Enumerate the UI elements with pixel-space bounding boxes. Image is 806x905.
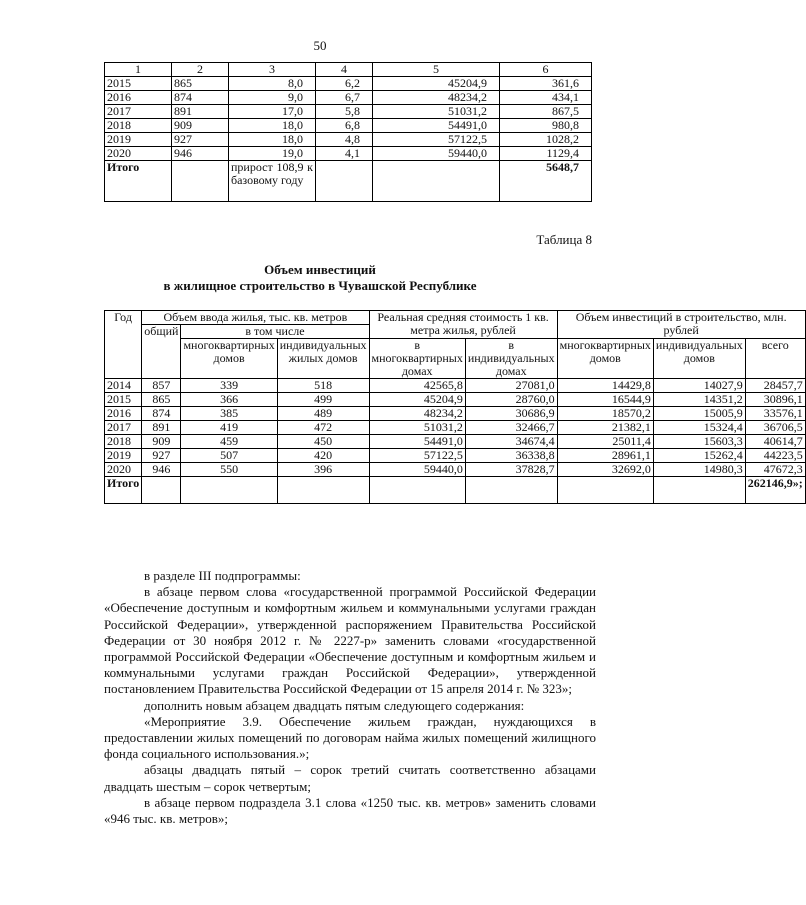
cell: 14429,8 xyxy=(557,379,653,393)
cell: 28457,7 xyxy=(745,379,805,393)
paragraph: в разделе III подпрограммы: xyxy=(144,568,301,583)
table-header-row xyxy=(105,311,806,325)
cell: 19,0 xyxy=(229,147,316,161)
year-cell: 2018 xyxy=(105,435,142,449)
total-label: Итого xyxy=(105,161,172,202)
cell: 54491,0 xyxy=(369,435,465,449)
cell: 21382,1 xyxy=(557,421,653,435)
header-cell: 5 xyxy=(373,63,500,77)
cell xyxy=(181,477,277,504)
cell: 45204,9 xyxy=(373,77,500,91)
cell: 16544,9 xyxy=(557,393,653,407)
header-cost-multi: в многоквартирных домах xyxy=(369,339,465,379)
cell: 34674,4 xyxy=(465,435,557,449)
cell: 396 xyxy=(277,463,369,477)
year-cell: 2018 xyxy=(105,119,172,133)
cell: 518 xyxy=(277,379,369,393)
cell: 909 xyxy=(142,435,181,449)
header-indiv: индивидуальных жилых домов xyxy=(277,339,369,379)
cell: 59440,0 xyxy=(373,147,500,161)
header-multi: многоквартирных домов xyxy=(181,339,277,379)
table-row xyxy=(105,379,806,393)
table-row xyxy=(105,393,806,407)
paragraph: абзацы двадцать пятый – сорок третий считать соответственно абзацами двадцать шестым – сорок четвертым; xyxy=(104,762,596,794)
cell: 420 xyxy=(277,449,369,463)
cell: 17,0 xyxy=(229,105,316,119)
table-row xyxy=(105,105,592,119)
cell: 14351,2 xyxy=(653,393,745,407)
table-header-row xyxy=(105,63,592,77)
cell: 459 xyxy=(181,435,277,449)
header-cost: Реальная средняя стоимость 1 кв. метра жилья, рублей xyxy=(369,311,557,339)
header-cell: 4 xyxy=(316,63,373,77)
year-cell: 2019 xyxy=(105,133,172,147)
cell: 51031,2 xyxy=(369,421,465,435)
paragraph: «Мероприятие 3.9. Обеспечение жильем граждан, нуждающихся в предоставлении жилых помещений по договорам найма жилых помещений жилищного фонда социального использования.»; xyxy=(104,713,596,762)
continued-table xyxy=(104,62,592,202)
cell: 980,8 xyxy=(500,119,592,133)
cell: 867,5 xyxy=(500,105,592,119)
cell: 36706,5 xyxy=(745,421,805,435)
cell: 14027,9 xyxy=(653,379,745,393)
header-inv-indiv: индивидуальных домов xyxy=(653,339,745,379)
cell: 874 xyxy=(172,91,229,105)
header-total: общий xyxy=(142,325,181,379)
cell: 865 xyxy=(172,77,229,91)
header-inv-all: всего xyxy=(745,339,805,379)
cell: 33576,1 xyxy=(745,407,805,421)
cell: 6,2 xyxy=(316,77,373,91)
header-cost-indiv: в индивидуальных домах xyxy=(465,339,557,379)
table-row xyxy=(105,77,592,91)
cell: 59440,0 xyxy=(369,463,465,477)
year-cell: 2019 xyxy=(105,449,142,463)
cell: 891 xyxy=(142,421,181,435)
cell: 25011,4 xyxy=(557,435,653,449)
cell: 927 xyxy=(172,133,229,147)
year-cell: 2014 xyxy=(105,379,142,393)
cell: 1129,4 xyxy=(500,147,592,161)
table-title-line: в жилищное строительство в Чувашской Республике xyxy=(163,278,477,293)
table-label: Таблица 8 xyxy=(536,232,592,247)
cell: 15324,4 xyxy=(653,421,745,435)
header-investment: Объем инвестиций в строительство, млн. рублей xyxy=(557,311,805,339)
cell: 42565,8 xyxy=(369,379,465,393)
cell: 9,0 xyxy=(229,91,316,105)
header-including: в том числе xyxy=(181,325,369,339)
cell: 30896,1 xyxy=(745,393,805,407)
cell xyxy=(277,477,369,504)
cell xyxy=(369,477,465,504)
table-row xyxy=(105,421,806,435)
header-year: Год xyxy=(105,311,142,379)
cell: 385 xyxy=(181,407,277,421)
cell: 8,0 xyxy=(229,77,316,91)
table-row xyxy=(105,133,592,147)
cell: 434,1 xyxy=(500,91,592,105)
cell: 57122,5 xyxy=(373,133,500,147)
cell: 18,0 xyxy=(229,133,316,147)
cell: 4,1 xyxy=(316,147,373,161)
total-value: 5648,7 xyxy=(500,161,592,202)
cell xyxy=(316,161,373,202)
cell: 5,8 xyxy=(316,105,373,119)
cell: 366 xyxy=(181,393,277,407)
year-cell: 2020 xyxy=(105,147,172,161)
table-row xyxy=(105,407,806,421)
cell: 891 xyxy=(172,105,229,119)
header-cell: 2 xyxy=(172,63,229,77)
cell: 27081,0 xyxy=(465,379,557,393)
table-title xyxy=(0,262,640,294)
cell: 1028,2 xyxy=(500,133,592,147)
paragraph: в абзаце первом слова «государственной программой Российской Федерации «Обеспечение доступным и комфортным жильем и коммунальными услугами граждан Российской Федерации», утвержденной распоряжением Правительства Российской Федерации от 30 ноября 2012 г. № 2227-р» заменить словами «государственной программой Российской Федерации «Обеспечение доступным и комфортным жильем и коммунальными услугами граждан Российской Федерации», утвержденной постановлением Правительства Российской Федерации от 15 апреля 2014 г. № 323»; xyxy=(104,584,596,697)
cell: 946 xyxy=(142,463,181,477)
table-header-row xyxy=(105,339,806,379)
year-cell: 2015 xyxy=(105,393,142,407)
table-row xyxy=(105,463,806,477)
cell xyxy=(557,477,653,504)
paragraph: дополнить новым абзацем двадцать пятым следующего содержания: xyxy=(144,697,525,713)
year-cell: 2015 xyxy=(105,77,172,91)
cell: 47672,3 xyxy=(745,463,805,477)
cell: 37828,7 xyxy=(465,463,557,477)
cell: 14980,3 xyxy=(653,463,745,477)
paragraph: в абзаце первом подраздела 3.1 слова «1250 тыс. кв. метров» заменить словами «946 тыс. кв. метров»; xyxy=(104,794,596,827)
table-row xyxy=(105,119,592,133)
table-row xyxy=(105,449,806,463)
cell: 28961,1 xyxy=(557,449,653,463)
total-row xyxy=(105,477,806,504)
year-cell: 2016 xyxy=(105,91,172,105)
cell xyxy=(653,477,745,504)
header-cell: 6 xyxy=(500,63,592,77)
cell: 946 xyxy=(172,147,229,161)
cell: 45204,9 xyxy=(369,393,465,407)
cell: 472 xyxy=(277,421,369,435)
cell: 361,6 xyxy=(500,77,592,91)
cell: 36338,8 xyxy=(465,449,557,463)
cell: 857 xyxy=(142,379,181,393)
cell: 57122,5 xyxy=(369,449,465,463)
header-volume: Объем ввода жилья, тыс. кв. метров xyxy=(142,311,369,325)
cell: 419 xyxy=(181,421,277,435)
total-note: прирост 108,9 к базовому году xyxy=(229,161,316,202)
cell: 499 xyxy=(277,393,369,407)
cell xyxy=(142,477,181,504)
table-row xyxy=(105,91,592,105)
cell: 48234,2 xyxy=(373,91,500,105)
cell: 6,7 xyxy=(316,91,373,105)
cell: 927 xyxy=(142,449,181,463)
cell: 489 xyxy=(277,407,369,421)
page-number: 50 xyxy=(313,38,327,53)
cell xyxy=(172,161,229,202)
cell: 18570,2 xyxy=(557,407,653,421)
cell: 51031,2 xyxy=(373,105,500,119)
cell: 550 xyxy=(181,463,277,477)
cell: 54491,0 xyxy=(373,119,500,133)
cell: 30686,9 xyxy=(465,407,557,421)
cell: 44223,5 xyxy=(745,449,805,463)
table-row xyxy=(105,435,806,449)
total-row xyxy=(105,161,592,202)
cell: 18,0 xyxy=(229,119,316,133)
total-label: Итого xyxy=(105,477,142,504)
cell: 450 xyxy=(277,435,369,449)
year-cell: 2017 xyxy=(105,105,172,119)
header-cell: 1 xyxy=(105,63,172,77)
total-value: 262146,9»; xyxy=(745,477,805,504)
cell: 6,8 xyxy=(316,119,373,133)
body-text xyxy=(104,568,596,827)
cell: 40614,7 xyxy=(745,435,805,449)
cell: 865 xyxy=(142,393,181,407)
cell: 28760,0 xyxy=(465,393,557,407)
header-inv-multi: многоквартирных домов xyxy=(557,339,653,379)
cell: 32692,0 xyxy=(557,463,653,477)
table-row xyxy=(105,147,592,161)
cell xyxy=(465,477,557,504)
table-title-line: Объем инвестиций xyxy=(264,262,376,277)
cell: 339 xyxy=(181,379,277,393)
cell xyxy=(373,161,500,202)
cell: 507 xyxy=(181,449,277,463)
investment-table xyxy=(104,310,806,504)
cell: 15603,3 xyxy=(653,435,745,449)
cell: 15262,4 xyxy=(653,449,745,463)
cell: 874 xyxy=(142,407,181,421)
cell: 15005,9 xyxy=(653,407,745,421)
year-cell: 2017 xyxy=(105,421,142,435)
year-cell: 2020 xyxy=(105,463,142,477)
cell: 48234,2 xyxy=(369,407,465,421)
year-cell: 2016 xyxy=(105,407,142,421)
cell: 909 xyxy=(172,119,229,133)
cell: 32466,7 xyxy=(465,421,557,435)
header-cell: 3 xyxy=(229,63,316,77)
cell: 4,8 xyxy=(316,133,373,147)
